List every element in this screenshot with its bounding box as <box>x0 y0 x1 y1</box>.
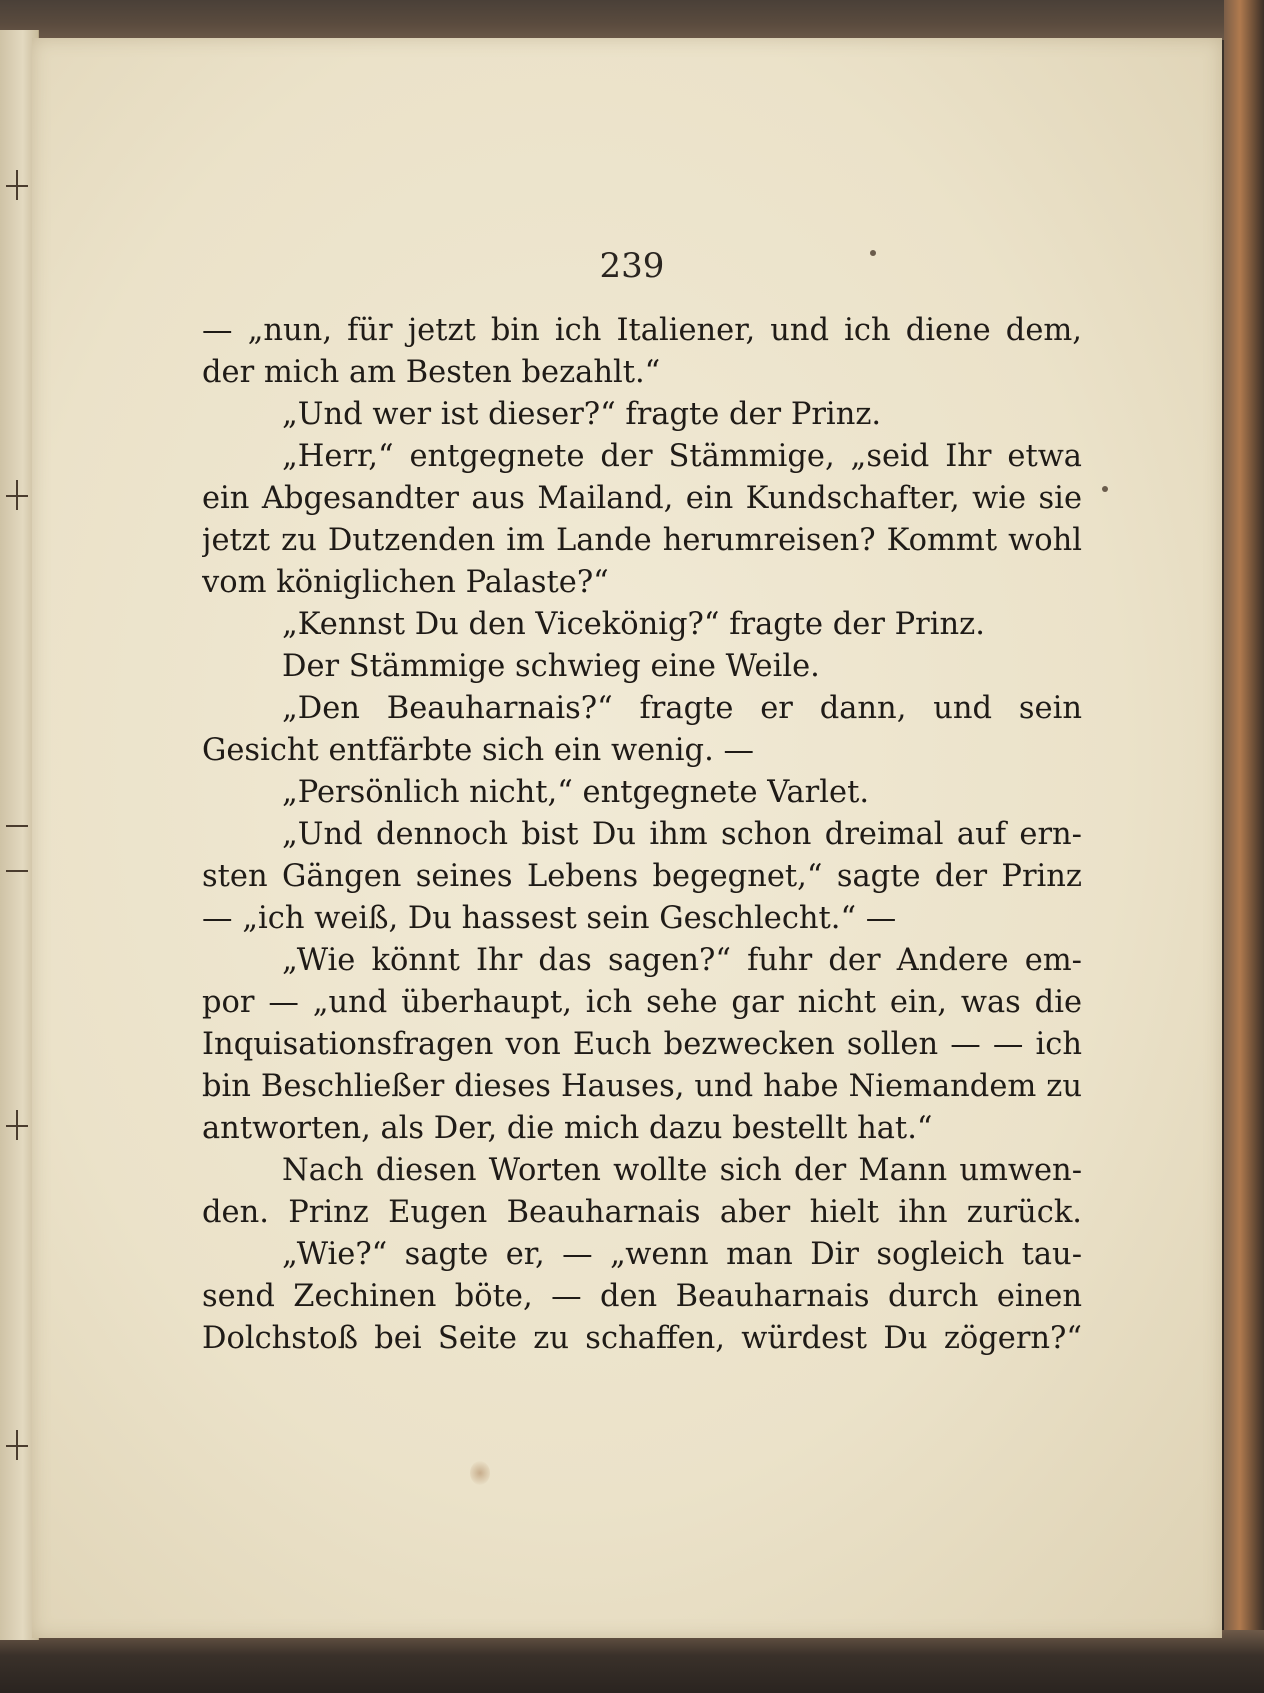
page-number: 239 <box>599 246 665 286</box>
ink-speck <box>870 250 876 256</box>
text-line: Inquisationsfragen von Euch bezwecken sollen — — ich <box>202 1027 1082 1062</box>
text-line: „Und wer ist dieser?“ fragte der Prinz. <box>282 397 882 432</box>
text-line: den. Prinz Eugen Beauharnais aber hielt ihn zurück. <box>202 1195 1082 1230</box>
text-line: „Kennst Du den Vicekönig?“ fragte der Prinz. <box>282 607 985 642</box>
body-text <box>202 310 1082 1360</box>
text-line: jetzt zu Dutzenden im Lande herumreisen? Kommt wohl <box>202 523 1082 558</box>
text-line: ein Abgesandter aus Mailand, ein Kundschafter, wie sie <box>202 481 1082 516</box>
text-line: antworten, als Der, die mich dazu bestellt hat.“ <box>202 1111 933 1146</box>
text-line: send Zechinen böte, — den Beauharnais durch einen <box>202 1279 1082 1314</box>
text-line: — „nun, für jetzt bin ich Italiener, und ich diene dem, <box>202 313 1082 348</box>
binding-stitch <box>16 170 18 200</box>
text-line: „Wie?“ sagte er, — „wenn man Dir sogleich tau- <box>282 1237 1082 1272</box>
text-line: Nach diesen Worten wollte sich der Mann umwen- <box>282 1153 1082 1188</box>
book-page <box>32 38 1222 1638</box>
book-cover-bottom-edge <box>0 1630 1264 1693</box>
text-line: Der Stämmige schwieg eine Weile. <box>282 649 820 684</box>
binding-stitch <box>6 870 28 872</box>
text-line: — „ich weiß, Du hassest sein Geschlecht.“ — <box>202 901 897 936</box>
binding-stitch <box>6 825 28 827</box>
text-line: Gesicht entfärbte sich ein wenig. — <box>202 733 754 768</box>
text-line: vom königlichen Palaste?“ <box>202 565 609 600</box>
paper-stain <box>470 1461 490 1485</box>
text-line: „Herr,“ entgegnete der Stämmige, „seid Ihr etwa <box>282 439 1082 474</box>
text-line: sten Gängen seines Lebens begegnet,“ sagte der Prinz <box>202 859 1082 894</box>
text-line: „Persönlich nicht,“ entgegnete Varlet. <box>282 775 870 810</box>
ink-speck <box>1102 486 1108 492</box>
text-line: „Wie könnt Ihr das sagen?“ fuhr der Andere em- <box>282 943 1082 978</box>
text-line: bin Beschließer dieses Hauses, und habe Niemandem zu <box>202 1069 1082 1104</box>
binding-stitch <box>16 480 18 510</box>
text-line: der mich am Besten bezahlt.“ <box>202 355 661 390</box>
text-line: por — „und überhaupt, ich sehe gar nicht ein, was die <box>202 985 1082 1020</box>
book-cover-top-edge <box>0 0 1264 40</box>
binding-stitch <box>16 1430 18 1460</box>
text-line: „Den Beauharnais?“ fragte er dann, und sein <box>282 691 1082 726</box>
text-line: „Und dennoch bist Du ihm schon dreimal auf ern- <box>282 817 1082 852</box>
text-line: Dolchstoß bei Seite zu schaffen, würdest Du zögern?“ <box>202 1321 1082 1356</box>
binding-stitch <box>16 1110 18 1140</box>
